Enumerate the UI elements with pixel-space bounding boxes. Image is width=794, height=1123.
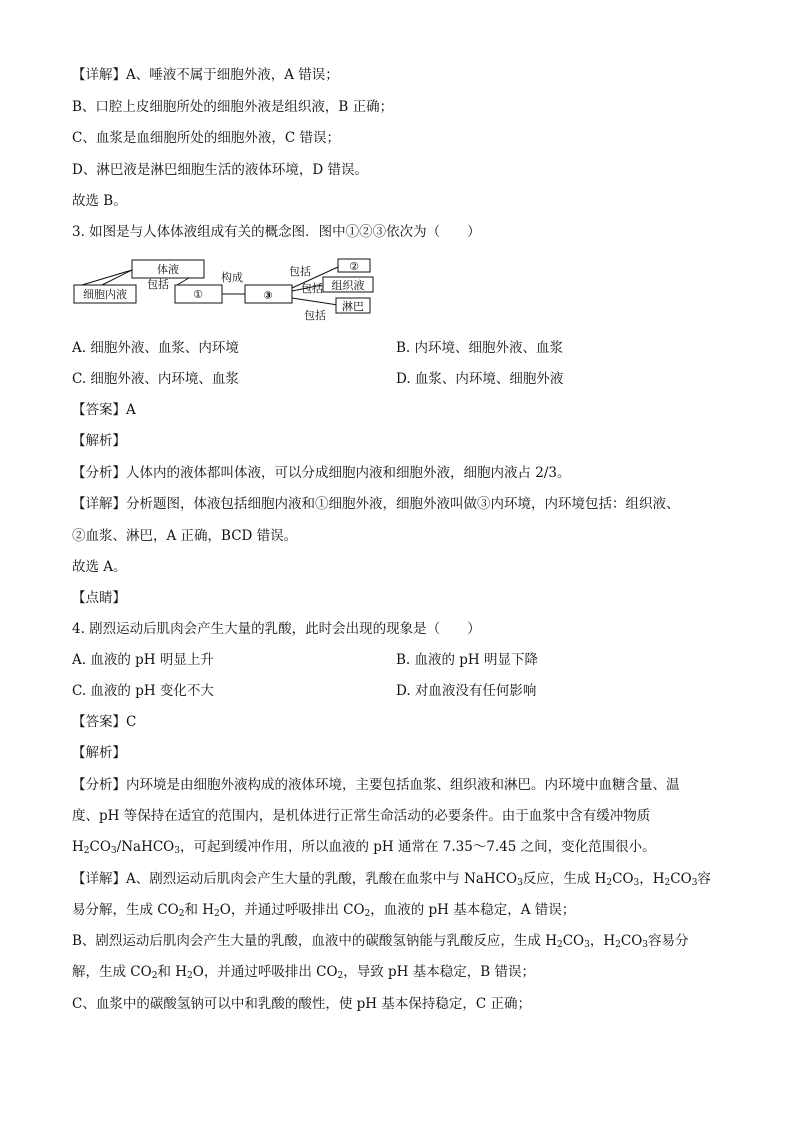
concept-diagram <box>72 255 392 330</box>
text-line: 易分解，生成 $CO_2$和 $H_2O$，并通过呼吸排出 $CO_2$，血液的 pH 基本稳定，A 错误； <box>72 902 576 919</box>
answer-label: 【答案】A <box>72 402 136 418</box>
option-b: B. 内环境、细胞外液、血浆 <box>396 340 564 356</box>
label-include-2: 包括 <box>289 265 311 278</box>
analysis-heading: 【解析】 <box>72 433 126 449</box>
option-c: C. 细胞外液、内环境、血浆 <box>72 371 239 387</box>
label-lymph: 淋巴 <box>342 300 364 313</box>
option-a: A. 血液的 pH 明显上升 <box>72 652 214 668</box>
text-line: 度、pH 等保持在适宜的范围内，是机体进行正常生命活动的必要条件。由于血浆中含有缓冲物质 <box>72 808 651 824</box>
question-4-stem: 4. 剧烈运动后肌肉会产生大量的乳酸，此时会出现的现象是（ ） <box>72 621 481 637</box>
remark-heading: 【点睛】 <box>72 590 126 606</box>
option-b: B. 血液的 pH 明显下降 <box>396 652 539 668</box>
question-3-stem: 3. 如图是与人体体液组成有关的概念图．图中①②③依次为（ ） <box>72 224 481 240</box>
label-body-fluid: 体液 <box>157 263 179 276</box>
text-line: B、口腔上皮细胞所处的细胞外液是组织液，B 正确； <box>72 99 394 115</box>
label-circle-3: ③ <box>263 289 273 302</box>
option-d: D. 血浆、内环境、细胞外液 <box>396 371 564 387</box>
text-line: B、剧烈运动后肌肉会产生大量的乳酸，血液中的碳酸氢钠能与乳酸反应，生成 $H_2CO_3$，$H_2CO_3$容易分 <box>72 933 689 950</box>
label-tissue-fluid: 组织液 <box>331 279 365 292</box>
answer-label: 【答案】C <box>72 714 137 730</box>
text-line: C、血浆中的碳酸氢钠可以中和乳酸的酸性，使 pH 基本保持稳定，C 正确； <box>72 996 531 1012</box>
text-line: 故选 A。 <box>72 559 127 575</box>
text-line: $H_2CO_3/NaHCO_3$，可起到缓冲作用，所以血液的 pH 通常在 7.35～7.45 之间，变化范围很小。 <box>72 839 656 856</box>
label-intracellular: 细胞内液 <box>83 288 127 301</box>
text-line: D、淋巴液是淋巴细胞生活的液体环境，D 错误。 <box>72 162 368 178</box>
option-c: C. 血液的 pH 变化不大 <box>72 683 214 699</box>
label-include-4: 包括 <box>304 309 326 322</box>
text-line: 【详解】A、唾液不属于细胞外液，A 错误； <box>72 67 339 83</box>
option-d: D. 对血液没有任何影响 <box>396 683 537 699</box>
text-line: 解，生成 $CO_2$和 $H_2O$，并通过呼吸排出 $CO_2$，导致 pH 基本稳定，B 错误； <box>72 964 535 981</box>
label-circle-1: ① <box>193 288 203 301</box>
analysis-heading: 【解析】 <box>72 745 126 761</box>
text-line: ②血浆、淋巴，A 正确，BCD 错误。 <box>72 528 298 544</box>
text-line: 【分析】人体内的液体都叫体液，可以分成细胞内液和细胞外液，细胞内液占 2/3。 <box>72 465 571 481</box>
text-line: C、血浆是血细胞所处的细胞外液，C 错误； <box>72 130 340 146</box>
label-circle-2: ② <box>349 260 359 273</box>
text-line: 【详解】A、剧烈运动后肌肉会产生大量的乳酸，乳酸在血浆中与 NaHCO$_3$反应，生成 $H_2CO_3$，$H_2CO_3$容 <box>72 871 711 888</box>
label-constitutes: 构成 <box>221 271 243 284</box>
label-include-1: 包括 <box>147 278 169 291</box>
text-line: 故选 B。 <box>72 193 127 209</box>
option-a: A. 细胞外液、血浆、内环境 <box>72 340 239 356</box>
label-include-3: 包括 <box>301 282 323 295</box>
text-line: 【分析】内环境是由细胞外液构成的液体环境，主要包括血浆、组织液和淋巴。内环境中血糖含量、温 <box>72 777 680 793</box>
text-line: 【详解】分析题图，体液包括细胞内液和①细胞外液，细胞外液叫做③内环境，内环境包括：组织液、 <box>72 496 680 512</box>
